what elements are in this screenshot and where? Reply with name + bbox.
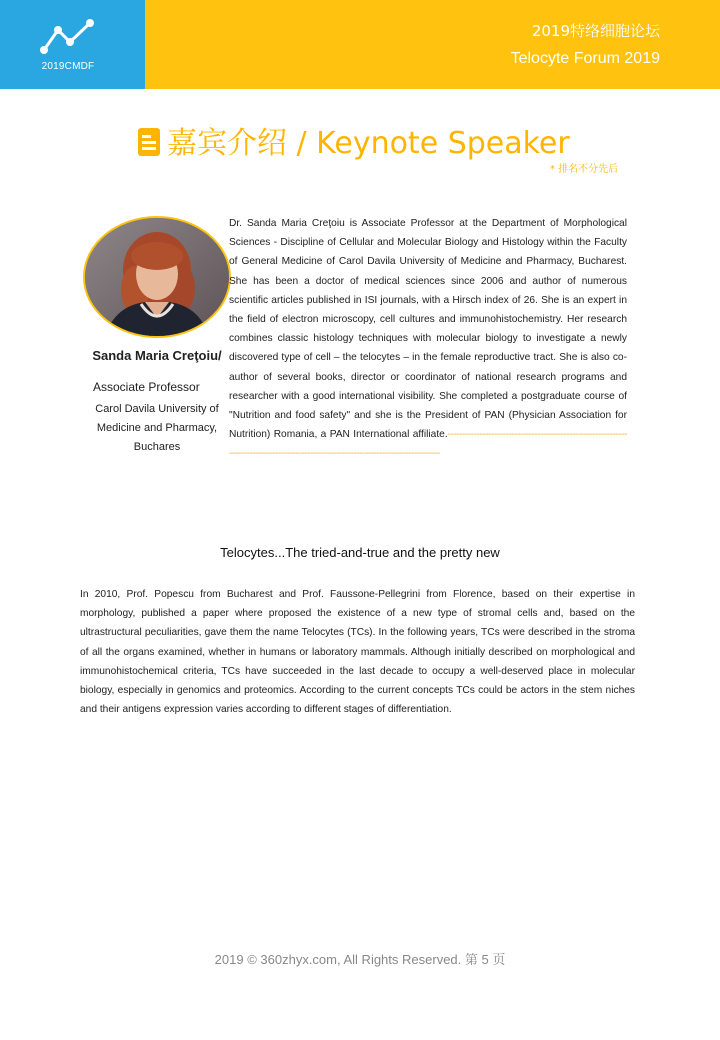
talk-title: Telocytes...The tried-and-true and the pretty new — [220, 545, 500, 560]
speaker-affiliation: Carol Davila University of Medicine and Pharmacy, Buchares — [95, 403, 219, 453]
header-title-cn: 2019特络细胞论坛 — [531, 22, 660, 40]
talk-abstract: In 2010, Prof. Popescu from Bucharest and Prof. Faussone-Pellegrini from Florence, based on their expertise in morphology, published a paper where proposed the existence of a new type of stromal cells and, based on the ultrastructural peculiarities, gave them the name Telocytes (TCs). In the following years, TCs were described in the stroma of all the organs examined, whether in humans or laboratory mammals. Although initially described on morphological and immunohistochemical criteria, TCs have succeeded in the last decade to occupy a well-deserved place in molecular biology, especially in genomics and proteomics. According to the current concepts TCs could be actors in the stem niches and their antigens expression varies according to different stages of differentiation. — [80, 589, 635, 716]
speaker-bio-text: Dr. Sanda Maria Creţoiu is Associate Professor at the Department of Morphological Sciences - Discipline of Cellular and Molecular Biology and Histology within the Faculty of General Medicine of Carol Davila University of Medicine and Pharmacy, Bucharest. She has been a doctor of medical sciences since 2006 and author of numerous scientific articles published in ISI journals, with a Hirsch index of 26. She is an expert in the field of electron microscopy, cell cultures and immunohistochemistry. Her research combines classic histology techniques with molecular biology to investigate a newly discovered type of cell – the telocytes – in the female reproductive tract. She is also co-author of several books, director or coordinator of national research programs and researcher with a good international visibility. She completed a postgraduate course of "Nutrition and food safety" and she is the President of PAN (Physician Association for Nutrition) Romania, a PAN International affiliate. — [229, 218, 627, 441]
header-title-en: Telocyte Forum 2019 — [510, 50, 660, 67]
logo-text: 2019CMDF — [41, 61, 95, 72]
speaker-bio — [229, 214, 627, 464]
bio-dashed-separator: --------------------------------------------------------------------------------------------------------------------------------------- — [229, 429, 627, 460]
line-chart-icon — [38, 18, 98, 58]
document-icon — [137, 127, 161, 157]
page-header — [0, 0, 720, 89]
page-footer: 2019 © 360zhyx.com, All Rights Reserved. 第 5 页 — [214, 952, 506, 967]
speaker-position: Associate Professor — [93, 380, 200, 394]
speaker-photo — [83, 216, 231, 338]
page-title-text: 嘉宾介绍 / Keynote Speaker — [167, 126, 570, 161]
ranking-note: * 排名不分先后 — [550, 164, 619, 175]
logo — [0, 0, 145, 89]
speaker-name: Sanda Maria Creţoiu/ — [92, 348, 222, 363]
